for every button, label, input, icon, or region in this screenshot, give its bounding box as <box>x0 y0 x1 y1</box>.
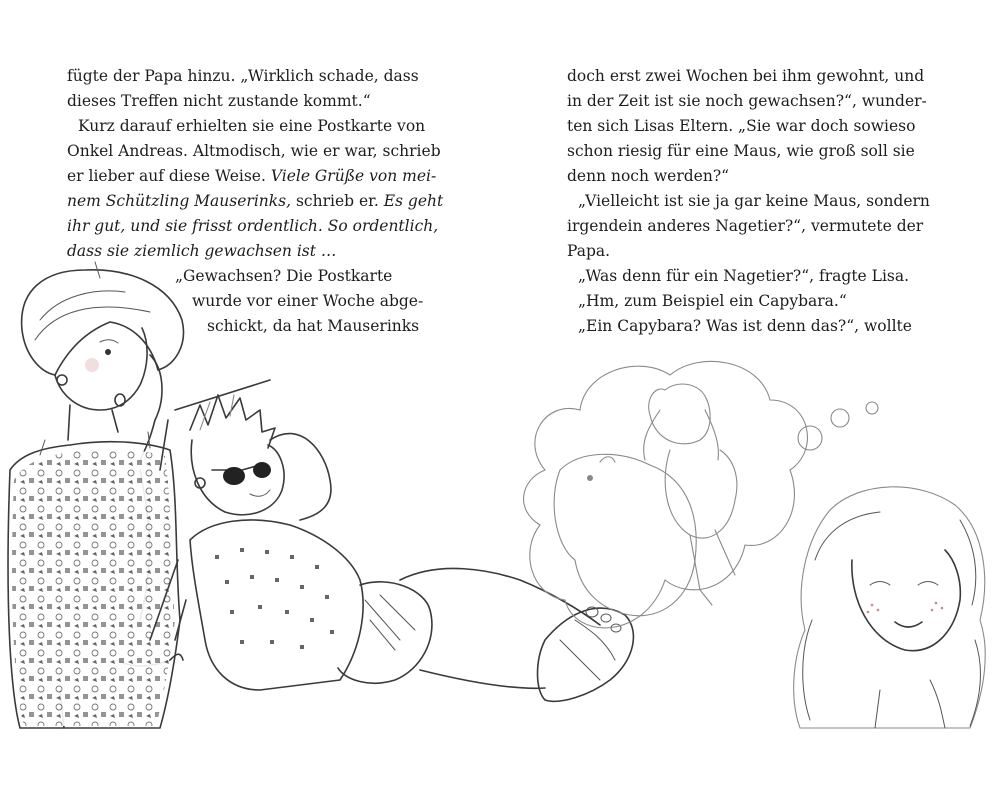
left-line-1: fügte der Papa hinzu. „Wirklich schade, dass <box>67 67 419 85</box>
right-line-5: denn noch werden?“ <box>567 167 730 185</box>
left-line-4: Onkel Andreas. Altmodisch, wie er war, schrieb <box>67 142 441 160</box>
right-line-6: „Vielleicht ist sie ja gar keine Maus, sondern <box>578 192 930 210</box>
right-line-11: „Ein Capybara? Was ist denn das?“, wollte <box>578 317 912 335</box>
left-line-3: Kurz darauf erhielten sie eine Postkarte von <box>78 117 426 135</box>
left-line-5 <box>67 166 436 186</box>
shirt-pattern <box>215 548 334 649</box>
left-line-6 <box>67 191 443 211</box>
left-line-9: „Gewachsen? Die Postkarte <box>175 267 393 285</box>
left-line-11: schickt, da hat Mauserinks <box>207 317 420 335</box>
right-line-1: doch erst zwei Wochen bei ihm gewohnt, und <box>567 67 925 85</box>
thought-bubble <box>524 361 878 628</box>
left-line-10: wurde vor einer Woche abge- <box>192 292 424 310</box>
left-line-6-italic: nem Schützling Mauserinks, <box>67 192 292 210</box>
lisa-figure <box>794 487 986 728</box>
right-line-10: „Hm, zum Beispiel ein Capybara.“ <box>578 292 847 310</box>
right-line-2: in der Zeit ist sie noch gewachsen?“, wunder- <box>567 92 927 110</box>
dress-pattern <box>12 449 175 726</box>
left-line-5-plain: er lieber auf diese Weise. <box>67 167 271 185</box>
left-line-6-plain: schrieb er. <box>291 192 384 210</box>
right-line-9: „Was denn für ein Nagetier?“, fragte Lisa. <box>578 267 910 285</box>
left-line-7-italic: ihr gut, und sie frisst ordentlich. So ordentlich, <box>67 217 439 235</box>
left-line-2: dieses Treffen nicht zustande kommt.“ <box>67 92 371 110</box>
left-line-7 <box>67 216 438 236</box>
left-line-6-italic-2: Es geht <box>383 192 444 210</box>
left-line-8-italic: dass sie ziemlich gewachsen ist … <box>67 242 337 260</box>
right-line-4: schon riesig für eine Maus, wie groß soll sie <box>567 142 915 160</box>
left-line-5-italic: Viele Grüße von mei- <box>270 167 437 185</box>
right-line-8: Papa. <box>567 242 611 260</box>
left-line-8 <box>67 241 336 261</box>
right-line-7: irgendein anderes Nagetier?“, vermutete der <box>567 217 924 235</box>
right-line-3: ten sich Lisas Eltern. „Sie war doch sowieso <box>567 117 916 135</box>
